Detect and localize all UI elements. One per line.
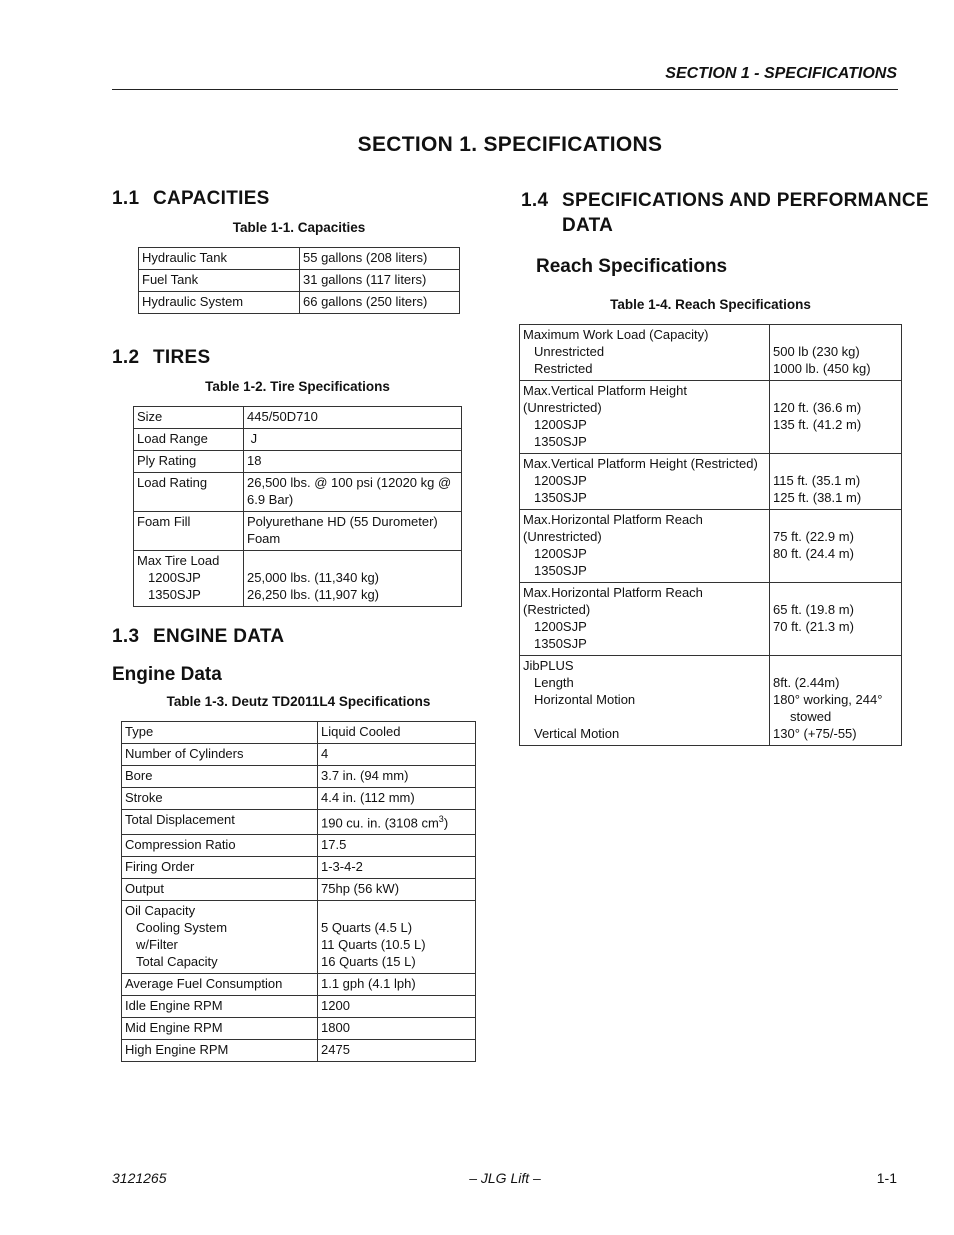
cell-label: Mid Engine RPM [122, 1018, 318, 1040]
cell-label: Total Displacement [122, 810, 318, 835]
sub-value: 75 ft. (22.9 m) [773, 529, 854, 544]
caption-tires: Table 1-2. Tire Specifications [205, 379, 390, 394]
row-label: Max.Horizontal Platform Reach (Restricted) [523, 585, 703, 617]
caption-capacities: Table 1-1. Capacities [232, 220, 366, 235]
cell-label: Fuel Tank [139, 270, 300, 292]
row-label: Max.Horizontal Platform Reach (Unrestricted) [523, 512, 703, 544]
table-row [122, 974, 476, 996]
row-label: Max.Vertical Platform Height (Unrestricted) [523, 383, 688, 415]
table-row [139, 248, 460, 270]
closing-paren: ) [443, 815, 449, 831]
cell-value [770, 325, 902, 381]
engine-table [121, 721, 476, 1062]
cell-label: Compression Ratio [122, 835, 318, 857]
cell-value [244, 551, 462, 607]
cell-value: 18 [244, 451, 462, 473]
heading-performance-data [521, 188, 929, 238]
cell-value: 1200 [318, 996, 476, 1018]
section-number: 1.2 [112, 347, 140, 368]
cell-value: 1800 [318, 1018, 476, 1040]
cell-value: 31 gallons (117 liters) [300, 270, 460, 292]
cell-label [520, 510, 770, 583]
section-title-line2: DATA [562, 215, 614, 236]
cell-label [520, 583, 770, 656]
sub-label: 1200SJP [148, 570, 201, 585]
brand-footer: – JLG Lift – [469, 1170, 541, 1186]
cell-label [520, 381, 770, 454]
cell-label: Output [122, 879, 318, 901]
cell-value: 1-3-4-2 [318, 857, 476, 879]
heading-capacities [112, 188, 270, 210]
table-row [122, 901, 476, 974]
sub-value: 120 ft. (36.6 m) [773, 400, 862, 415]
sub-value: 70 ft. (21.3 m) [773, 619, 854, 634]
sub-label: 1350SJP [534, 636, 587, 651]
cell-value: 4.4 in. (112 mm) [318, 788, 476, 810]
sub-label: Total Capacity [136, 954, 218, 970]
row-label: Max Tire Load [137, 553, 220, 568]
table-row [134, 551, 462, 607]
cell-label [122, 901, 318, 974]
cell-label: Foam Fill [134, 512, 244, 551]
cell-label [134, 551, 244, 607]
sub-label: Cooling System [136, 920, 228, 936]
table-row [134, 407, 462, 429]
sub-value: 125 ft. (38.1 m) [773, 490, 862, 505]
cell-label: Type [122, 722, 318, 744]
cell-value: Liquid Cooled [318, 722, 476, 744]
cell-value [318, 810, 476, 835]
superscript: 3 [438, 814, 444, 824]
cell-value: 445/50D710 [244, 407, 462, 429]
sub-value: 80 ft. (24.4 m) [773, 546, 854, 561]
sub-label: 1200SJP [534, 473, 587, 488]
sub-value: 180° working, 244° [773, 692, 883, 707]
running-header: SECTION 1 - SPECIFICATIONS [665, 65, 897, 82]
table-row [139, 292, 460, 314]
sub-label: 1350SJP [148, 587, 201, 602]
sub-label: 1200SJP [534, 417, 587, 432]
table-row [134, 473, 462, 512]
cell-label [520, 454, 770, 510]
sub-value: 26,250 lbs. (11,907 kg) [247, 587, 380, 602]
sub-value: 135 ft. (41.2 m) [773, 417, 862, 432]
sub-value: 8ft. (2.44m) [773, 675, 840, 690]
cell-label: Load Range [134, 429, 244, 451]
caption-engine: Table 1-3. Deutz TD2011L4 Specifications [166, 694, 431, 709]
table-row [520, 510, 902, 583]
sub-label: 1200SJP [534, 546, 587, 561]
table-row [520, 325, 902, 381]
sub-label: Unrestricted [534, 344, 605, 359]
cell-label: Idle Engine RPM [122, 996, 318, 1018]
sub-label: w/Filter [136, 937, 178, 953]
table-row [134, 429, 462, 451]
table-row [122, 996, 476, 1018]
section-number: 1.3 [112, 626, 140, 647]
cell-value: 66 gallons (250 liters) [300, 292, 460, 314]
cell-label: Load Rating [134, 473, 244, 512]
cell-label: Ply Rating [134, 451, 244, 473]
table-row [122, 722, 476, 744]
cell-label [520, 656, 770, 746]
section-title: ENGINE DATA [153, 626, 285, 647]
cell-value [770, 381, 902, 454]
cell-label: Average Fuel Consumption [122, 974, 318, 996]
sub-label: Horizontal Motion [534, 692, 636, 707]
table-row [122, 1018, 476, 1040]
table-row [134, 512, 462, 551]
table-row [122, 835, 476, 857]
cell-value: 55 gallons (208 liters) [300, 248, 460, 270]
cell-label: Bore [122, 766, 318, 788]
heading-engine-data [112, 626, 284, 648]
sub-label: 1200SJP [534, 619, 587, 634]
table-row [520, 381, 902, 454]
table-row [122, 857, 476, 879]
sub-value: 5 Quarts (4.5 L) [321, 920, 413, 936]
tire-table [133, 406, 462, 607]
table-row [520, 656, 902, 746]
cell-label: High Engine RPM [122, 1040, 318, 1062]
cell-label [520, 325, 770, 381]
cell-value [318, 901, 476, 974]
cell-value [770, 583, 902, 656]
sub-value: stowed [790, 709, 832, 724]
table-row [122, 810, 476, 835]
table-row [122, 744, 476, 766]
sub-value: 500 lb (230 kg) [773, 344, 860, 359]
capacities-table [138, 247, 460, 314]
sub-label: 1350SJP [534, 434, 587, 449]
cell-value: 26,500 lbs. @ 100 psi (12020 kg @ 6.9 Bar) [244, 473, 462, 512]
cell-label: Size [134, 407, 244, 429]
page-title: SECTION 1. SPECIFICATIONS [357, 133, 663, 156]
caption-reach: Table 1-4. Reach Specifications [610, 297, 811, 312]
sub-value: 11 Quarts (10.5 L) [321, 937, 426, 953]
table-row [122, 879, 476, 901]
section-number: 1.1 [112, 188, 140, 209]
table-row [520, 454, 902, 510]
sub-value: 16 Quarts (15 L) [321, 954, 416, 970]
cell-value: 2475 [318, 1040, 476, 1062]
row-label: Maximum Work Load (Capacity) [523, 327, 709, 342]
sub-value: 130° (+75/-55) [773, 726, 857, 741]
row-label: Max.Vertical Platform Height (Restricted) [523, 456, 758, 471]
section-title: TIRES [153, 347, 211, 368]
header-rule [112, 89, 898, 90]
sub-label: Vertical Motion [534, 726, 620, 741]
sub-label: Restricted [534, 361, 593, 376]
row-label: JibPLUS [523, 658, 574, 673]
sub-value: 1000 lb. (450 kg) [773, 361, 871, 376]
subheading-reach: Reach Specifications [536, 256, 728, 277]
cell-value: 75hp (56 kW) [318, 879, 476, 901]
table-row [134, 451, 462, 473]
cell-value: J [244, 429, 462, 451]
section-number: 1.4 [521, 190, 549, 211]
cell-value: 17.5 [318, 835, 476, 857]
cell-value: 4 [318, 744, 476, 766]
sub-value: 65 ft. (19.8 m) [773, 602, 854, 617]
cell-label: Stroke [122, 788, 318, 810]
cell-value: 1.1 gph (4.1 lph) [318, 974, 476, 996]
cell-value [770, 454, 902, 510]
table-row [122, 788, 476, 810]
row-label: Oil Capacity [125, 903, 196, 919]
sub-label: 1350SJP [534, 490, 587, 505]
sub-value: 115 ft. (35.1 m) [773, 473, 861, 488]
table-row [139, 270, 460, 292]
displacement-value: 190 cu. in. (3108 cm [321, 815, 439, 831]
cell-label: Number of Cylinders [122, 744, 318, 766]
cell-label: Hydraulic Tank [139, 248, 300, 270]
sub-label: 1350SJP [534, 563, 587, 578]
table-row [122, 766, 476, 788]
table-row [520, 583, 902, 656]
cell-label: Firing Order [122, 857, 318, 879]
cell-label: Hydraulic System [139, 292, 300, 314]
section-title: CAPACITIES [153, 188, 270, 209]
cell-value [770, 510, 902, 583]
reach-table [519, 324, 902, 746]
cell-value [770, 656, 902, 746]
cell-value: 3.7 in. (94 mm) [318, 766, 476, 788]
table-row [122, 1040, 476, 1062]
section-title-line1: SPECIFICATIONS AND PERFORMANCE [562, 190, 929, 211]
sub-value: 25,000 lbs. (11,340 kg) [247, 570, 380, 585]
subheading-engine-data: Engine Data [112, 664, 222, 685]
page-number: 1-1 [876, 1170, 897, 1186]
heading-tires [112, 347, 210, 369]
cell-value: Polyurethane HD (55 Durometer) Foam [244, 512, 462, 551]
doc-number: 3121265 [112, 1170, 167, 1186]
sub-label: Length [534, 675, 574, 690]
